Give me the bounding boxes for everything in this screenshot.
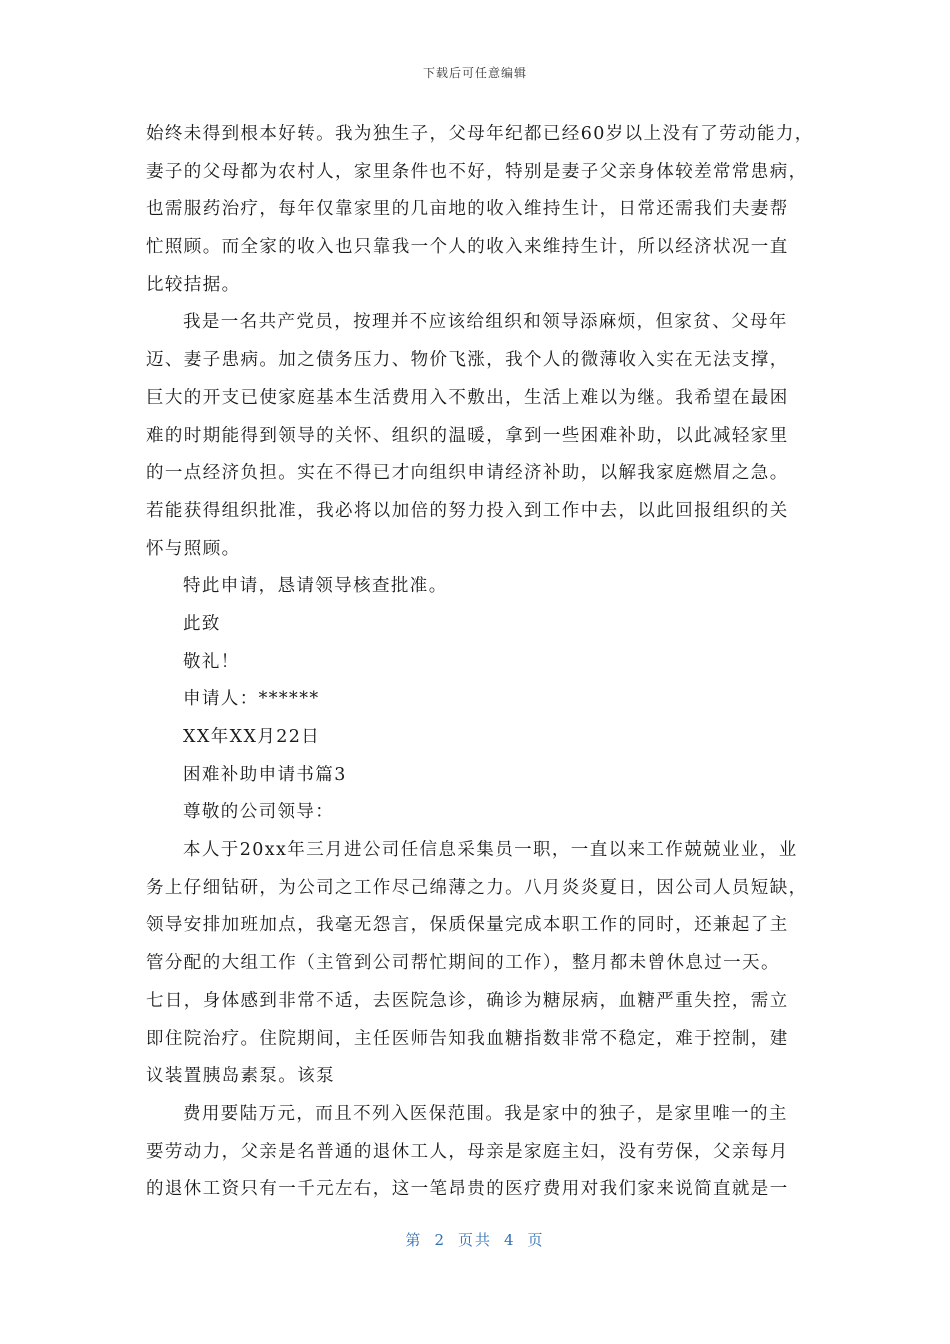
text-line: 巨大的开支已使家庭基本生活费用入不敷出，生活上难以为继。我希望在最困: [146, 387, 789, 408]
text-line: XX年XX月22日: [183, 727, 321, 747]
text-line: 领导安排加班加点，我毫无怨言，保质保量完成本职工作的同时，还兼起了主: [146, 915, 789, 936]
text-line: 我是一名共产党员，按理并不应该给组织和领导添麻烦，但家贫、父母年: [183, 312, 788, 333]
text-line: 怀与照顾。: [146, 538, 241, 559]
text-line: 七日，身体感到非常不适，去医院急诊，确诊为糖尿病，血糖严重失控，需立: [146, 990, 789, 1011]
page-footer: [0, 1229, 950, 1250]
text-line: 议装置胰岛素泵。该泵: [146, 1066, 335, 1087]
text-line: 敬礼！: [183, 651, 240, 672]
text-line: 费用要陆万元，而且不列入医保范围。我是家中的独子，是家里唯一的主: [183, 1103, 788, 1124]
text-line: 尊敬的公司领导：: [183, 802, 335, 823]
text-line: 即住院治疗。住院期间，主任医师告知我血糖指数非常不稳定，难于控制，建: [146, 1028, 789, 1049]
page-label-separator: 页共: [457, 1231, 492, 1249]
document-body: [146, 116, 814, 1209]
text-line: 要劳动力，父亲是名普通的退休工人，母亲是家庭主妇，没有劳保，父亲每月: [146, 1141, 789, 1162]
page-label-suffix: 页: [527, 1231, 545, 1249]
text-line: 申请人：******: [183, 689, 320, 710]
text-line: 特此申请，恳请领导核查批准。: [183, 576, 448, 597]
text-line: 难的时期能得到领导的关怀、组织的温暖，拿到一些困难补助，以此减轻家里: [146, 425, 789, 446]
text-line: 的退休工资只有一千元左右，这一笔昂贵的医疗费用对我们家来说简直就是一: [146, 1179, 789, 1200]
text-line: 管分配的大组工作（主管到公司帮忙期间的工作），整月都未曾休息过一天。: [146, 953, 780, 974]
current-page-number: 2: [434, 1231, 446, 1249]
header-note: 下载后可任意编辑: [422, 66, 527, 80]
text-line: 困难补助申请书篇3: [183, 764, 347, 785]
text-line: 忙照顾。而全家的收入也只靠我一个人的收入来维持生计，所以经济状况一直: [146, 237, 789, 258]
text-line: 此致: [183, 613, 221, 634]
text-line: 本人于20xx年三月进公司任信息采集员一职，一直以来工作兢兢业业，业: [183, 840, 798, 861]
text-line: 也需服药治疗，每年仅靠家里的几亩地的收入维持生计，日常还需我们夫妻帮: [146, 199, 789, 220]
text-line: 比较拮据。: [146, 274, 241, 295]
text-line: 妻子的父母都为农村人，家里条件也不好，特别是妻子父亲身体较差常常患病，: [146, 161, 808, 182]
text-line: 若能获得组织批准，我必将以加倍的努力投入到工作中去，以此回报组织的关: [146, 500, 789, 521]
text-line: 务上仔细钻研，为公司之工作尽己绵薄之力。八月炎炎夏日，因公司人员短缺，: [146, 877, 808, 898]
text-line: 始终未得到根本好转。我为独生子，父母年纪都已经60岁以上没有了劳动能力，: [146, 124, 814, 144]
total-page-number: 4: [504, 1231, 516, 1249]
page-label-prefix: 第: [405, 1231, 423, 1249]
text-line: 迈、妻子患病。加之债务压力、物价飞涨，我个人的微薄收入实在无法支撑，: [146, 350, 789, 371]
text-line: 的一点经济负担。实在不得已才向组织申请经济补助，以解我家庭燃眉之急。: [146, 463, 789, 484]
